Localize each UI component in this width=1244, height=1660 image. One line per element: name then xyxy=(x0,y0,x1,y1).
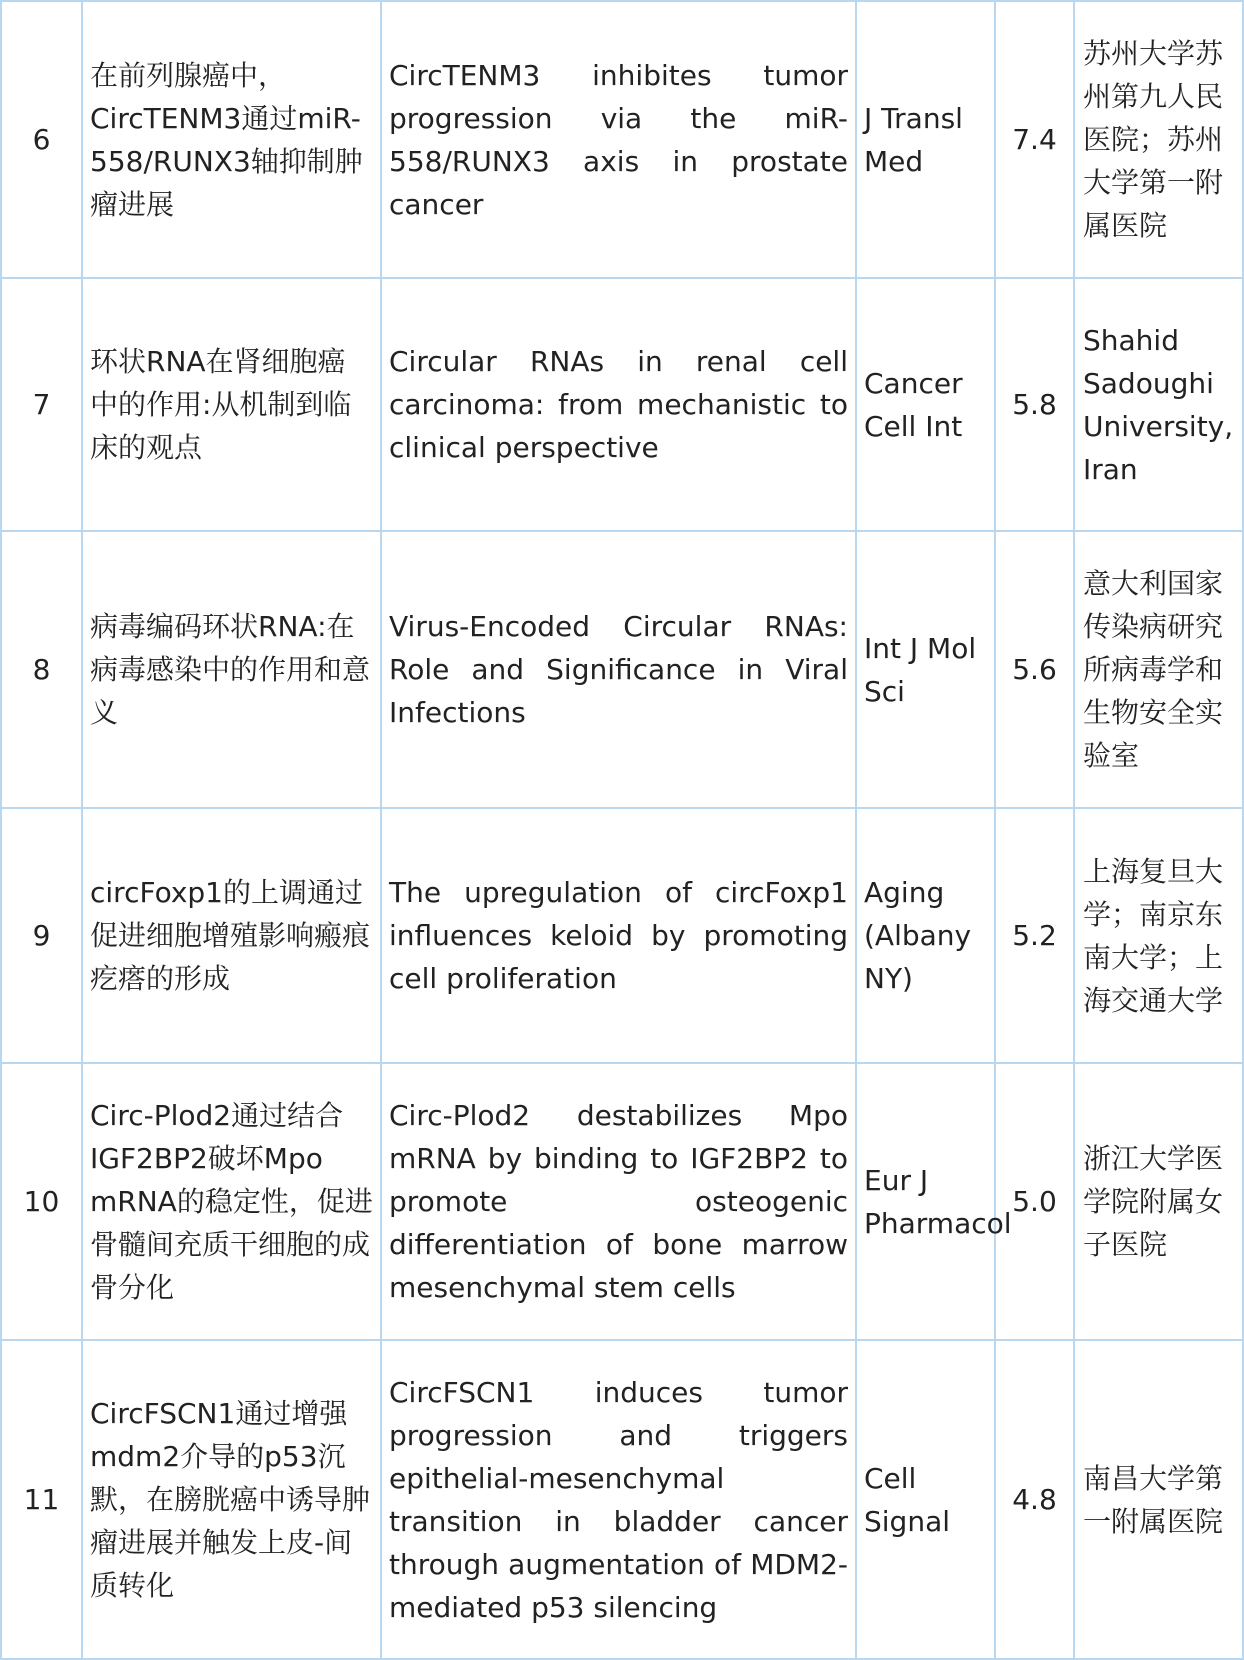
institution: Shahid Sadoughi University, Iran xyxy=(1074,278,1243,531)
journal-name: Int J Mol Sci xyxy=(856,531,995,808)
english-title: CircFSCN1 induces tumor progression and triggers epithelial-mesenchymal transition in bladder cancer through augmentation of MDM2-mediated p53 silencing xyxy=(381,1340,856,1659)
institution: 上海复旦大学；南京东南大学；上海交通大学 xyxy=(1074,808,1243,1063)
chinese-title: CircFSCN1通过增强mdm2介导的p53沉默，在膀胱癌中诱导肿瘤进展并触发上皮-间质转化 xyxy=(82,1340,381,1659)
row-number: 9 xyxy=(1,808,82,1063)
institution: 浙江大学医学院附属女子医院 xyxy=(1074,1063,1243,1340)
impact-factor: 4.8 xyxy=(995,1340,1074,1659)
english-title: Circular RNAs in renal cell carcinoma: from mechanistic to clinical perspective xyxy=(381,278,856,531)
journal-name: Aging (Albany NY) xyxy=(856,808,995,1063)
chinese-title: 环状RNA在肾细胞癌中的作用:从机制到临床的观点 xyxy=(82,278,381,531)
journal-name: Cell Signal xyxy=(856,1340,995,1659)
english-title: CircTENM3 inhibites tumor progression via the miR-558/RUNX3 axis in prostate cancer xyxy=(381,1,856,278)
journal-name: J Transl Med xyxy=(856,1,995,278)
journal-name: Eur J Pharmacol xyxy=(856,1063,995,1340)
row-number: 6 xyxy=(1,1,82,278)
english-title: The upregulation of circFoxp1 influences keloid by promoting cell proliferation xyxy=(381,808,856,1063)
chinese-title: Circ-Plod2通过结合IGF2BP2破坏Mpo mRNA的稳定性，促进骨髓间充质干细胞的成骨分化 xyxy=(82,1063,381,1340)
impact-factor: 5.8 xyxy=(995,278,1074,531)
row-number: 11 xyxy=(1,1340,82,1659)
english-title: Virus-Encoded Circular RNAs: Role and Significance in Viral Infections xyxy=(381,531,856,808)
table-row xyxy=(1,1063,1243,1340)
chinese-title: 病毒编码环状RNA:在病毒感染中的作用和意义 xyxy=(82,531,381,808)
table-row xyxy=(1,1340,1243,1659)
english-title: Circ-Plod2 destabilizes Mpo mRNA by binding to IGF2BP2 to promote osteogenic differentiation of bone marrow mesenchymal stem cells xyxy=(381,1063,856,1340)
chinese-title: circFoxp1的上调通过促进细胞增殖影响瘢痕疙瘩的形成 xyxy=(82,808,381,1063)
table-row xyxy=(1,1,1243,278)
table-row xyxy=(1,278,1243,531)
table-row xyxy=(1,808,1243,1063)
chinese-title: 在前列腺癌中，CircTENM3通过miR-558/RUNX3轴抑制肿瘤进展 xyxy=(82,1,381,278)
row-number: 8 xyxy=(1,531,82,808)
impact-factor: 5.6 xyxy=(995,531,1074,808)
table-row xyxy=(1,531,1243,808)
row-number: 10 xyxy=(1,1063,82,1340)
impact-factor: 7.4 xyxy=(995,1,1074,278)
row-number: 7 xyxy=(1,278,82,531)
institution: 意大利国家传染病研究所病毒学和生物安全实验室 xyxy=(1074,531,1243,808)
impact-factor: 5.2 xyxy=(995,808,1074,1063)
institution: 南昌大学第一附属医院 xyxy=(1074,1340,1243,1659)
institution: 苏州大学苏州第九人民医院；苏州大学第一附属医院 xyxy=(1074,1,1243,278)
journal-name: Cancer Cell Int xyxy=(856,278,995,531)
impact-factor: 5.0 xyxy=(995,1063,1074,1340)
